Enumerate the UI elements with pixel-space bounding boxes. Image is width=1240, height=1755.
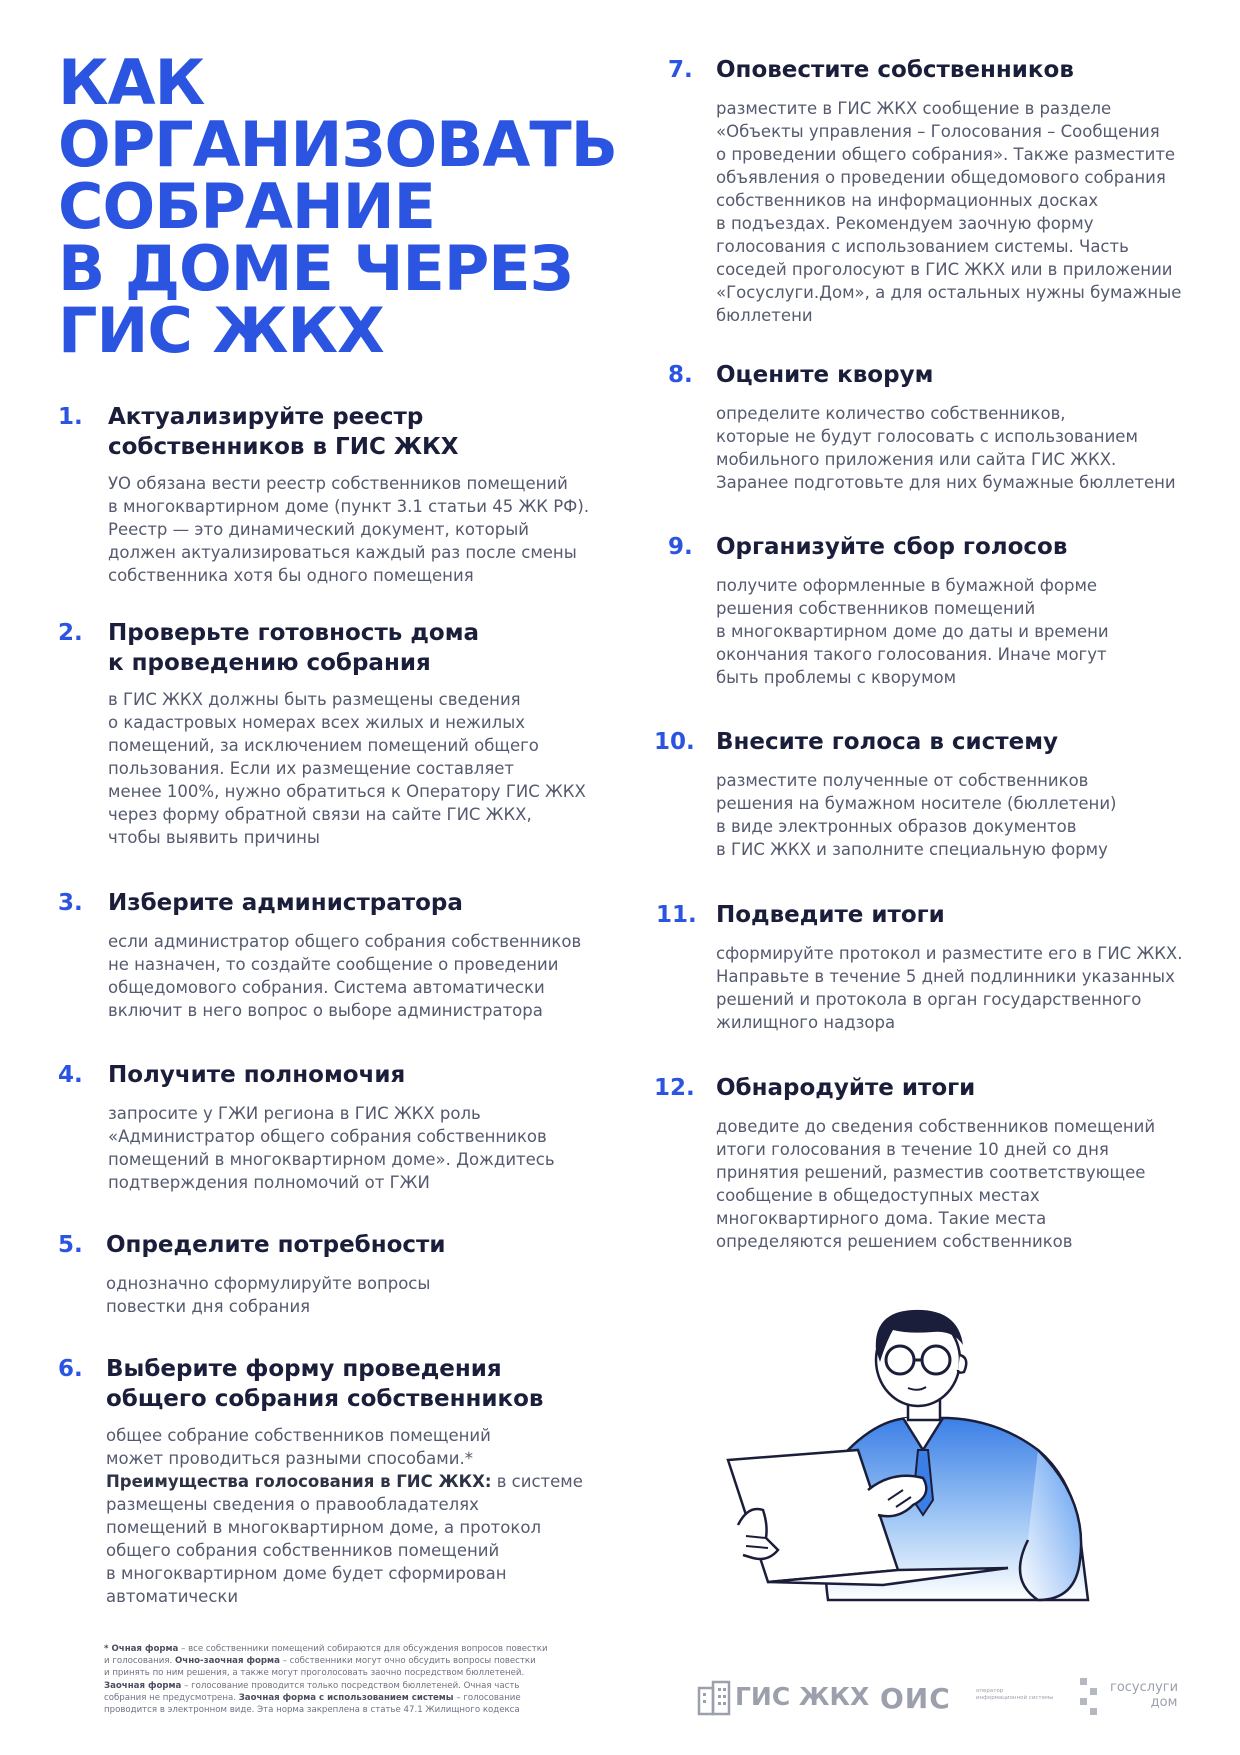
body-line: чтобы выявить причины [108, 828, 320, 847]
body-line: «Госуслуги.Дом», а для остальных нужны бумажные [716, 283, 1182, 302]
step-heading-line: Изберите администратора [108, 890, 463, 916]
step-body [716, 97, 1181, 327]
body-line: помещений в многоквартирном доме». Дождитесь [108, 1150, 555, 1169]
body-line: определите количество собственников, [716, 404, 1066, 423]
step-number: 6. [58, 1356, 83, 1382]
body-line: в многоквартирном доме будет сформирован [106, 1564, 507, 1583]
step-heading-line: Получите полномочия [108, 1062, 406, 1088]
gis-zhkh-logo [697, 1680, 870, 1716]
logos-bar [0, 1680, 1240, 1740]
step-heading [108, 618, 479, 678]
step-heading-line: Оцените кворум [716, 362, 934, 388]
body-line: решения на бумажном носителе (бюллетени) [716, 794, 1117, 813]
title-line: КАК [58, 46, 205, 119]
body-line: принятия решений, разместив соответствующее [716, 1163, 1146, 1182]
step-number: 7. [668, 57, 693, 83]
step-body [108, 1102, 555, 1194]
body-line: голосования с использованием системы. Часть [716, 237, 1129, 256]
step-body [106, 1272, 430, 1318]
body-line: жилищного надзора [716, 1013, 896, 1032]
step-body [106, 1424, 583, 1608]
body-line: в ГИС ЖКХ и заполните специальную форму [716, 840, 1108, 859]
body-line: помещений в многоквартирном доме, а протокол [106, 1518, 541, 1537]
body-line: однозначно сформулируйте вопросы [106, 1274, 431, 1293]
step-heading-line: Организуйте сбор голосов [716, 534, 1068, 560]
step-heading [108, 888, 463, 918]
body-line: разместите в ГИС ЖКХ сообщение в разделе [716, 99, 1112, 118]
step-heading-line: Внесите голоса в систему [716, 729, 1059, 755]
bold-tail: в системе [491, 1472, 583, 1491]
body-line: в многоквартирном доме до даты и времени [716, 622, 1109, 641]
step-number: 10. [654, 729, 695, 755]
step-body [716, 769, 1116, 861]
body-line: определяются решением собственников [716, 1232, 1073, 1251]
body-line [106, 1470, 583, 1493]
footnote-line: проводится в электронном виде. Эта норма закреплена в статье 47.1 Жилищного кодекса [104, 1705, 520, 1716]
body-line: окончания такого голосования. Иначе могут [716, 645, 1107, 664]
title-line: ОРГАНИЗОВАТЬ [58, 108, 617, 181]
footnote-text: – голосование [453, 1692, 521, 1703]
gosuslugi-line: дом [1150, 1695, 1178, 1710]
body-line: пользования. Если их размещение составляет [108, 759, 515, 778]
ois-logo-text: ОИС [880, 1682, 951, 1715]
title-line: В ДОМЕ ЧЕРЕЗ [58, 232, 573, 305]
body-line: запросите у ГЖИ региона в ГИС ЖКХ роль [108, 1104, 481, 1123]
step-body [716, 402, 1176, 494]
step-body [716, 942, 1182, 1034]
step-heading [106, 1230, 446, 1260]
body-line: Заранее подготовьте для них бумажные бюллетени [716, 473, 1176, 492]
body-line: быть проблемы с кворумом [716, 668, 957, 687]
body-line: решения собственников помещений [716, 599, 1036, 618]
footnote-line: и принять по ним решения, а также могут проголосовать заочно посредством бюллетеней. [104, 1668, 525, 1679]
footnote-text: – собственники могут очно обсудить вопросы повестки [279, 1656, 536, 1667]
step-heading-line: к проведению собрания [108, 650, 431, 676]
body-line: Реестр — это динамический документ, который [108, 520, 529, 539]
step-heading [108, 402, 459, 462]
body-line: объявления о проведении общедомового собрания [716, 168, 1166, 187]
step-body [108, 930, 581, 1022]
step-body [716, 1115, 1155, 1253]
title-line: ГИС ЖКХ [58, 294, 384, 367]
step-heading [108, 1060, 405, 1090]
step-heading-line: Подведите итоги [716, 902, 945, 928]
body-line: соседей проголосуют в ГИС ЖКХ или в приложении [716, 260, 1173, 279]
step-body [108, 688, 586, 849]
footnote-line [104, 1643, 604, 1655]
step-number: 2. [58, 620, 83, 646]
body-line: собственника хотя бы одного помещения [108, 566, 474, 585]
man-with-laptop-illustration [708, 1300, 1128, 1630]
step-heading [716, 360, 933, 390]
footnote-term: Очно-заочная форма [175, 1656, 280, 1667]
body-line: не назначен, то создайте сообщение о проведении [108, 955, 559, 974]
footnote-text: – все собственники помещений собираются для обсуждения вопросов повестки [178, 1644, 548, 1654]
body-line: если администратор общего собрания собственников [108, 932, 582, 951]
body-line: мобильного приложения или сайта ГИС ЖКХ. [716, 450, 1117, 469]
body-line: менее 100%, нужно обратиться к Оператору ГИС ЖКХ [108, 782, 586, 801]
body-line: автоматически [106, 1587, 239, 1606]
body-line: «Объекты управления – Голосования – Сообщения [716, 122, 1160, 141]
step-heading-line: собственников в ГИС ЖКХ [108, 434, 459, 460]
step-number: 4. [58, 1062, 83, 1088]
body-line: «Администратор общего собрания собственников [108, 1127, 547, 1146]
step-heading-line: общего собрания собственников [106, 1386, 544, 1412]
step-heading [106, 1354, 543, 1414]
body-line: должен актуализироваться каждый раз после смены [108, 543, 577, 562]
body-line: в ГИС ЖКХ должны быть размещены сведения [108, 690, 521, 709]
footnote-term: * Очная форма [104, 1644, 179, 1654]
body-line: в виде электронных образов документов [716, 817, 1077, 836]
footnote-term: Заочная форма с использованием системы [238, 1692, 454, 1703]
body-line: повестки дня собрания [106, 1297, 311, 1316]
footnote-text: собрания не предусмотрена. [104, 1692, 239, 1703]
body-line: помещений, за исключением помещений общего [108, 736, 539, 755]
step-number: 3. [58, 890, 83, 916]
gosuslugi-line: госуслуги [1110, 1680, 1179, 1695]
step-heading-line: Выберите форму проведения [106, 1356, 502, 1382]
bold-lead: Преимущества голосования в ГИС ЖКХ: [106, 1472, 492, 1491]
step-number: 8. [668, 362, 693, 388]
step-number: 5. [58, 1232, 83, 1258]
body-line: многоквартирного дома. Такие места [716, 1209, 1047, 1228]
page-title [58, 46, 618, 367]
body-line: доведите до сведения собственников помещений [716, 1117, 1156, 1136]
step-number: 1. [58, 404, 83, 430]
body-line: бюллетени [716, 306, 813, 325]
body-line: о кадастровых номерах всех жилых и нежилых [108, 713, 525, 732]
footnote-line [104, 1655, 604, 1667]
body-line: получите оформленные в бумажной форме [716, 576, 1098, 595]
body-line: сформируйте протокол и разместите его в ГИС ЖКХ. [716, 944, 1183, 963]
step-heading [716, 532, 1067, 562]
step-number: 12. [654, 1075, 695, 1101]
body-line: через форму обратной связи на сайте ГИС ЖКХ, [108, 805, 532, 824]
gis-logo-text: ГИС ЖКХ [735, 1682, 870, 1711]
body-line: о проведении общего собрания». Также разместите [716, 145, 1176, 164]
body-line: в подъездах. Рекомендуем заочную форму [716, 214, 1094, 233]
footnote-text: – голосование проводится только посредством бюллетеней. Очная часть [181, 1680, 520, 1691]
step-number: 9. [668, 534, 693, 560]
body-line: сообщение в общедоступных местах [716, 1186, 1040, 1205]
body-line: решений и протокола в орган государственного [716, 990, 1142, 1009]
step-number: 11. [656, 902, 697, 928]
step-heading-line: Оповестите собственников [716, 57, 1074, 83]
step-heading [716, 1073, 975, 1103]
gosuslugi-dots-icon [1080, 1678, 1108, 1718]
building-icon [697, 1680, 731, 1716]
body-line: разместите полученные от собственников [716, 771, 1089, 790]
step-heading [716, 900, 945, 930]
body-line: может проводиться разными способами.* [106, 1449, 473, 1468]
body-line: итоги голосования в течение 10 дней со дня [716, 1140, 1109, 1159]
body-line: включит в него вопрос о выборе администратора [108, 1001, 543, 1020]
body-line: подтверждения полномочий от ГЖИ [108, 1173, 430, 1192]
body-line: собственников на информационных досках [716, 191, 1099, 210]
step-heading-line: Определите потребности [106, 1232, 446, 1258]
body-line: Направьте в течение 5 дней подлинники указанных [716, 967, 1175, 986]
footnote-text: и голосования. [104, 1656, 175, 1667]
step-heading-line: Проверьте готовность дома [108, 620, 480, 646]
step-heading-line: Обнародуйте итоги [716, 1075, 976, 1101]
body-line: УО обязана вести реестр собственников помещений [108, 474, 568, 493]
body-line: общедомового собрания. Система автоматически [108, 978, 545, 997]
body-line: общее собрание собственников помещений [106, 1426, 491, 1445]
body-line: в многоквартирном доме (пункт 3.1 статьи 45 ЖК РФ). [108, 497, 590, 516]
footnote-term: Заочная форма [104, 1680, 182, 1691]
step-heading [716, 55, 1074, 85]
body-line: которые не будут голосовать с использованием [716, 427, 1138, 446]
title-line: СОБРАНИЕ [58, 170, 436, 243]
body-line: размещены сведения о правообладателях [106, 1495, 479, 1514]
body-line: общего собрания собственников помещений [106, 1541, 500, 1560]
step-body [716, 574, 1109, 689]
ois-logo-caption: оператор информационной системы [976, 1688, 1054, 1701]
step-body [108, 472, 589, 587]
step-heading [716, 727, 1058, 757]
step-heading-line: Актуализируйте реестр [108, 404, 424, 430]
gosuslugi-logo-text [1110, 1680, 1178, 1710]
